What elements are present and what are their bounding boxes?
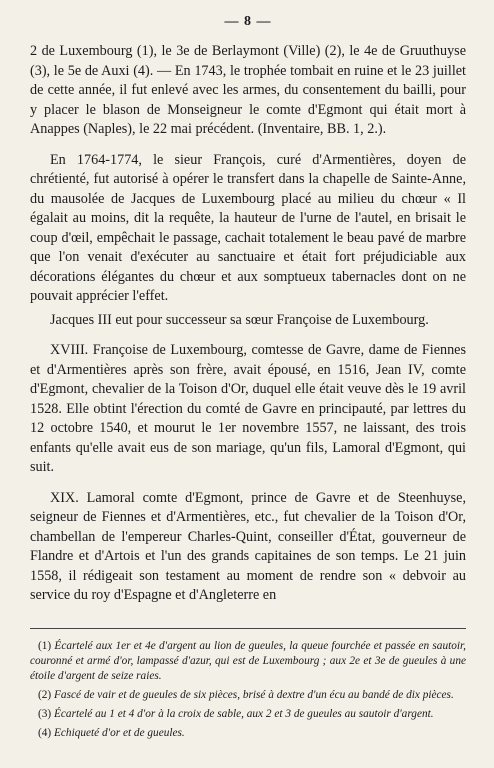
paragraph-3: Jacques III eut pour successeur sa sœur Françoise de Luxembourg. <box>50 311 429 328</box>
paragraph-2: En 1764-1774, le sieur François, curé d'Armentières, doyen de chrétienté, fut autorisé à opérer le transfert dans la chapelle de Sainte-Anne, du mausolée de Jacques de Luxembourg placé au milieu du chœur « Il égalait au moins, dit la requête, la hauteur de l'urne de l'autel, en brisait le coup d'œil, empêchait le passage, cachait totalement le beau pavé de marbre que l'on venait d'exécuter au sanctuaire et était fort préjudiciable aux décorations élégantes du chœur et aux somptueux tabernacles dont on ne pouvait apprécier l'effet. <box>30 151 466 304</box>
footnote-text: Echiqueté d'or et de gueules. <box>54 726 185 739</box>
page-number: — 8 — <box>224 14 272 29</box>
footnote-3 <box>30 707 466 722</box>
paragraph-4: XVIII. Françoise de Luxembourg, comtesse de Gavre, dame de Fiennes et d'Armentières après son frère, avait épousé, en 1516, Jean IV, comte d'Egmont, chevalier de la Toison d'Or, duquel elle était veuve dès le 19 avril 1528. Elle obtint l'érection du comté de Gavre en principauté, par lettres du 12 octobre 1540, et mourut le 1er novembre 1557, ne laissant, des trois enfants qu'elle avait eus de son mariage, qu'un fils, Lamoral d'Egmont, qui suit. <box>30 342 466 475</box>
footnote-number: (2) <box>38 688 52 701</box>
footnote-text: Écartelé au 1 et 4 d'or à la croix de sable, aux 2 et 3 de gueules au sautoir d'argent. <box>54 707 434 720</box>
footnote-number: (1) <box>38 639 52 652</box>
footnote-text: Écartelé aux 1er et 4e d'argent au lion de gueules, la queue fourchée et passée en sautoir, couronné et armé d'or, lampassé d'azur, qui est de Luxembourg ; aux 2e et 3e de gueules à une étoile d'argent de seize raies. <box>30 639 466 682</box>
footnotes <box>30 639 466 741</box>
paragraph-5: XIX. Lamoral comte d'Egmont, prince de Gavre et de Steenhuyse, seigneur de Fiennes et d'Armentières, etc., fut chevalier de la Toison d'Or, chambellan de l'empereur Charles-Quint, conseiller d'État, gouverneur de Flandre et d'Artois et l'un des grands capitaines de son temps. Le 21 juin 1558, il rédigeait son testament au moment de rendre son « debvoir au service du roy d'Espagne et d'Angleterre en <box>30 489 466 603</box>
footnote-1 <box>30 639 466 684</box>
paragraph-1: 2 de Luxembourg (1), le 3e de Berlaymont (Ville) (2), le 4e de Gruuthuyse (3), le 5e de Auxi (4). — En 1743, le trophée tombait en ruine et le 23 juillet de cette année, il fut enlevé avec les armes, du consentement du bailli, pour y placer le blason de Monseigneur le comte d'Egmont qui était mort à Anappes (Naples), le 22 mai précédent. (Inventaire, BB. 1, 2.). <box>30 43 466 137</box>
footnote-number: (4) <box>38 726 52 739</box>
footnote-2 <box>30 688 466 703</box>
footnote-divider <box>30 628 466 629</box>
footnote-number: (3) <box>38 707 52 720</box>
footnote-4 <box>30 726 466 741</box>
footnote-text: Fascé de vair et de gueules de six pièces, brisé à dextre d'un écu au bandé de dix pièces. <box>54 688 454 701</box>
document-page <box>30 14 466 745</box>
